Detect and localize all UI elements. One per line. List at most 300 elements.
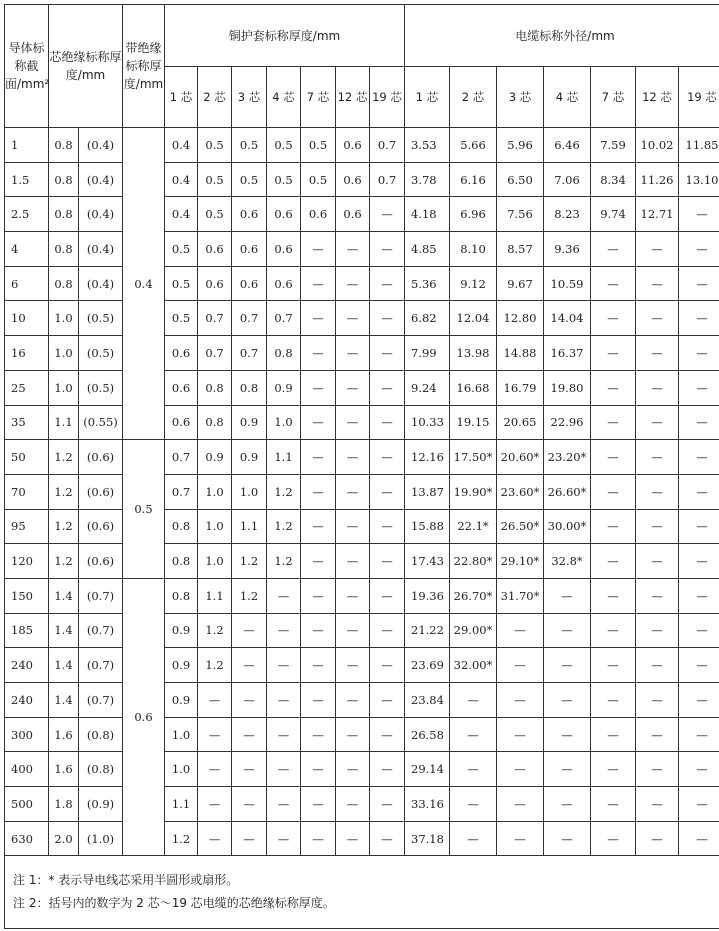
diameter-cell: 10.33 xyxy=(405,405,450,440)
diameter-cell: 23.20* xyxy=(544,440,591,475)
diameter-cell: — xyxy=(636,266,679,301)
diameter-cell: — xyxy=(591,232,636,267)
diameter-cell: 8.10 xyxy=(450,232,497,267)
sheath-cell: — xyxy=(370,544,405,579)
diameter-cell: 12.80 xyxy=(497,301,544,336)
sheath-cell: 0.6 xyxy=(267,197,301,232)
sheath-cell: — xyxy=(370,266,405,301)
sheath-cell: 0.8 xyxy=(267,336,301,371)
sheath-cell: 1.0 xyxy=(198,474,232,509)
sheath-cell: — xyxy=(336,683,370,718)
sheath-cell: 0.5 xyxy=(301,162,336,197)
diameter-cell: — xyxy=(679,648,719,683)
sheath-cell: 0.6 xyxy=(336,128,370,163)
sheath-cell: — xyxy=(336,821,370,856)
diameter-cell: 31.70* xyxy=(497,578,544,613)
diameter-cell: 10.02 xyxy=(636,128,679,163)
sheath-cell: 1.0 xyxy=(267,405,301,440)
sheath-cell: — xyxy=(301,613,336,648)
section-cell: 500 xyxy=(5,787,49,822)
insulation-cell: 1.4 xyxy=(49,613,79,648)
cable-spec-table xyxy=(4,4,719,929)
diameter-cell: — xyxy=(679,336,719,371)
table-row xyxy=(5,509,719,544)
diameter-cell: — xyxy=(497,717,544,752)
insulation-cell: 1.0 xyxy=(49,370,79,405)
diameter-cell: — xyxy=(591,648,636,683)
sheath-cell: — xyxy=(301,544,336,579)
sheath-cell: 0.9 xyxy=(165,613,198,648)
table-notes xyxy=(5,856,719,929)
diameter-cell: 30.00* xyxy=(544,509,591,544)
diameter-cell: 4.85 xyxy=(405,232,450,267)
diameter-cell: 19.15 xyxy=(450,405,497,440)
diameter-cell: — xyxy=(450,683,497,718)
belt-insulation-cell: 0.4 xyxy=(123,128,165,440)
diameter-cell: 12.71 xyxy=(636,197,679,232)
sheath-cell: — xyxy=(370,474,405,509)
note-line: 注 1：* 表示导电线芯采用半圆形或扇形。 xyxy=(13,873,239,888)
sheath-cell: 0.6 xyxy=(165,336,198,371)
sheath-cell: — xyxy=(370,683,405,718)
sheath-cell: — xyxy=(301,787,336,822)
sheath-cell: — xyxy=(301,821,336,856)
sheath-cell: 1.0 xyxy=(198,544,232,579)
diameter-cell: 7.99 xyxy=(405,336,450,371)
sheath-cell: — xyxy=(301,717,336,752)
sheath-cell: — xyxy=(336,648,370,683)
sheath-cell: 0.5 xyxy=(198,197,232,232)
table-row xyxy=(5,474,719,509)
diameter-cell: 23.69 xyxy=(405,648,450,683)
sheath-cell: 0.5 xyxy=(232,162,267,197)
diameter-cell: — xyxy=(679,683,719,718)
sheath-cell: — xyxy=(301,440,336,475)
diameter-cell: 26.60* xyxy=(544,474,591,509)
diameter-cell: — xyxy=(544,717,591,752)
insulation-cell: 1.0 xyxy=(49,301,79,336)
diameter-cell: 21.22 xyxy=(405,613,450,648)
sheath-cell: — xyxy=(336,440,370,475)
sheath-cell: 1.2 xyxy=(232,544,267,579)
belt-insulation-cell: 0.5 xyxy=(123,440,165,579)
sheath-cell: — xyxy=(370,578,405,613)
sheath-cell: 0.5 xyxy=(165,301,198,336)
diameter-cell: — xyxy=(636,474,679,509)
diameter-cell: 9.67 xyxy=(497,266,544,301)
diameter-cell: 7.59 xyxy=(591,128,636,163)
insulation-multicore-cell: (0.5) xyxy=(79,370,123,405)
diameter-cell: 17.43 xyxy=(405,544,450,579)
table-row xyxy=(5,578,719,613)
sheath-cell: — xyxy=(301,405,336,440)
sheath-cell: — xyxy=(232,683,267,718)
diameter-cell: — xyxy=(497,648,544,683)
sheath-cell: — xyxy=(336,717,370,752)
diameter-cell: — xyxy=(544,787,591,822)
diameter-cell: — xyxy=(636,405,679,440)
sheath-cell: 1.0 xyxy=(232,474,267,509)
diameter-cell: 37.18 xyxy=(405,821,450,856)
diameter-cell: 7.06 xyxy=(544,162,591,197)
diameter-cell: — xyxy=(636,232,679,267)
diameter-cell: — xyxy=(679,821,719,856)
table-row xyxy=(5,162,719,197)
section-cell: 630 xyxy=(5,821,49,856)
sheath-cell: 1.1 xyxy=(198,578,232,613)
sheath-cell: 0.5 xyxy=(165,232,198,267)
diameter-cell: — xyxy=(636,370,679,405)
sheath-cell: — xyxy=(336,232,370,267)
sheath-cell: 0.8 xyxy=(232,370,267,405)
sheath-cell: — xyxy=(267,752,301,787)
dia-core-header: 7 芯 xyxy=(591,67,636,128)
section-cell: 16 xyxy=(5,336,49,371)
sheath-cell: — xyxy=(336,578,370,613)
sheath-cell: 0.7 xyxy=(232,301,267,336)
insulation-multicore-cell: (0.6) xyxy=(79,474,123,509)
sheath-cell: 0.6 xyxy=(336,162,370,197)
diameter-cell: — xyxy=(544,683,591,718)
sheath-cell: — xyxy=(301,474,336,509)
diameter-cell: — xyxy=(450,821,497,856)
sheath-cell: 0.4 xyxy=(165,197,198,232)
sheath-cell: 0.8 xyxy=(165,578,198,613)
sheath-cell: 0.6 xyxy=(232,232,267,267)
section-cell: 240 xyxy=(5,648,49,683)
diameter-cell: — xyxy=(591,821,636,856)
sheath-cell: 1.2 xyxy=(198,648,232,683)
diameter-cell: 8.23 xyxy=(544,197,591,232)
sheath-core-header: 19 芯 xyxy=(370,67,405,128)
diameter-cell: 22.1* xyxy=(450,509,497,544)
diameter-cell: 17.50* xyxy=(450,440,497,475)
diameter-cell: 5.66 xyxy=(450,128,497,163)
sheath-cell: — xyxy=(301,232,336,267)
section-cell: 120 xyxy=(5,544,49,579)
sheath-cell: — xyxy=(336,544,370,579)
dia-core-header: 19 芯 xyxy=(679,67,719,128)
insulation-cell: 1.8 xyxy=(49,787,79,822)
diameter-cell: 32.8* xyxy=(544,544,591,579)
section-cell: 95 xyxy=(5,509,49,544)
insulation-cell: 0.8 xyxy=(49,162,79,197)
diameter-cell: — xyxy=(591,613,636,648)
table-row xyxy=(5,683,719,718)
belt-insulation-cell: 0.6 xyxy=(123,578,165,856)
sheath-cell: 0.5 xyxy=(267,162,301,197)
diameter-cell: — xyxy=(544,752,591,787)
section-cell: 400 xyxy=(5,752,49,787)
header-core-insulation: 芯绝缘标称厚度/mm xyxy=(49,5,123,128)
diameter-cell: — xyxy=(679,787,719,822)
sheath-cell: — xyxy=(370,440,405,475)
sheath-cell: — xyxy=(267,613,301,648)
diameter-cell: — xyxy=(679,752,719,787)
diameter-cell: 5.96 xyxy=(497,128,544,163)
sheath-cell: — xyxy=(370,613,405,648)
diameter-cell: 20.65 xyxy=(497,405,544,440)
sheath-cell: 0.7 xyxy=(165,474,198,509)
table-row xyxy=(5,440,719,475)
table-row xyxy=(5,787,719,822)
diameter-cell: — xyxy=(450,752,497,787)
sheath-cell: 1.0 xyxy=(198,509,232,544)
insulation-multicore-cell: (0.7) xyxy=(79,578,123,613)
sheath-cell: — xyxy=(301,648,336,683)
sheath-cell: — xyxy=(370,405,405,440)
dia-core-header: 3 芯 xyxy=(497,67,544,128)
sheath-cell: 0.6 xyxy=(165,370,198,405)
sheath-cell: 0.6 xyxy=(267,232,301,267)
sheath-cell: 0.7 xyxy=(370,162,405,197)
diameter-cell: 6.46 xyxy=(544,128,591,163)
insulation-cell: 1.4 xyxy=(49,578,79,613)
section-cell: 6 xyxy=(5,266,49,301)
diameter-cell: 9.24 xyxy=(405,370,450,405)
diameter-cell: 12.04 xyxy=(450,301,497,336)
dia-core-header: 2 芯 xyxy=(450,67,497,128)
sheath-cell: — xyxy=(336,613,370,648)
diameter-cell: — xyxy=(679,405,719,440)
table-row xyxy=(5,266,719,301)
sheath-cell: — xyxy=(267,578,301,613)
diameter-cell: 13.87 xyxy=(405,474,450,509)
diameter-cell: — xyxy=(636,544,679,579)
table-row xyxy=(5,197,719,232)
diameter-cell: 5.36 xyxy=(405,266,450,301)
diameter-cell: 23.84 xyxy=(405,683,450,718)
sheath-cell: — xyxy=(370,787,405,822)
sheath-cell: — xyxy=(267,787,301,822)
insulation-multicore-cell: (0.6) xyxy=(79,509,123,544)
sheath-cell: — xyxy=(370,301,405,336)
diameter-cell: — xyxy=(450,717,497,752)
insulation-multicore-cell: (0.8) xyxy=(79,717,123,752)
sheath-cell: — xyxy=(370,509,405,544)
insulation-multicore-cell: (0.4) xyxy=(79,266,123,301)
sheath-cell: 0.5 xyxy=(165,266,198,301)
diameter-cell: 32.00* xyxy=(450,648,497,683)
sheath-cell: 0.5 xyxy=(232,128,267,163)
sheath-cell: — xyxy=(370,648,405,683)
diameter-cell: — xyxy=(591,405,636,440)
sheath-cell: 1.2 xyxy=(198,613,232,648)
sheath-cell: 1.1 xyxy=(232,509,267,544)
diameter-cell: 19.36 xyxy=(405,578,450,613)
diameter-cell: — xyxy=(591,509,636,544)
diameter-cell: — xyxy=(591,266,636,301)
sheath-cell: 0.9 xyxy=(165,648,198,683)
sheath-cell: — xyxy=(336,266,370,301)
sheath-cell: — xyxy=(301,370,336,405)
sheath-cell: — xyxy=(267,821,301,856)
sheath-cell: — xyxy=(267,717,301,752)
section-cell: 70 xyxy=(5,474,49,509)
diameter-cell: — xyxy=(591,717,636,752)
sheath-cell: — xyxy=(336,474,370,509)
section-cell: 50 xyxy=(5,440,49,475)
table-row xyxy=(5,336,719,371)
sheath-cell: 0.4 xyxy=(165,128,198,163)
sheath-cell: 0.7 xyxy=(165,440,198,475)
insulation-multicore-cell: (0.4) xyxy=(79,232,123,267)
sheath-cell: — xyxy=(301,301,336,336)
diameter-cell: 9.36 xyxy=(544,232,591,267)
diameter-cell: 6.82 xyxy=(405,301,450,336)
sheath-cell: 0.7 xyxy=(370,128,405,163)
diameter-cell: — xyxy=(679,301,719,336)
sheath-cell: 0.6 xyxy=(301,197,336,232)
diameter-cell: 9.74 xyxy=(591,197,636,232)
diameter-cell: 19.90* xyxy=(450,474,497,509)
diameter-cell: 16.79 xyxy=(497,370,544,405)
insulation-cell: 1.6 xyxy=(49,717,79,752)
sheath-cell: — xyxy=(370,336,405,371)
diameter-cell: — xyxy=(450,787,497,822)
diameter-cell: — xyxy=(679,717,719,752)
diameter-cell: — xyxy=(544,578,591,613)
diameter-cell: 16.68 xyxy=(450,370,497,405)
section-cell: 1 xyxy=(5,128,49,163)
insulation-multicore-cell: (0.7) xyxy=(79,648,123,683)
sheath-cell: — xyxy=(232,648,267,683)
sheath-cell: — xyxy=(336,787,370,822)
sheath-cell: 0.8 xyxy=(198,370,232,405)
sheath-cell: — xyxy=(267,683,301,718)
dia-core-header: 12 芯 xyxy=(636,67,679,128)
diameter-cell: — xyxy=(679,370,719,405)
table-row xyxy=(5,232,719,267)
sheath-cell: 0.9 xyxy=(232,405,267,440)
diameter-cell: 14.04 xyxy=(544,301,591,336)
diameter-cell: 3.78 xyxy=(405,162,450,197)
diameter-cell: 26.70* xyxy=(450,578,497,613)
diameter-cell: — xyxy=(679,544,719,579)
insulation-cell: 1.4 xyxy=(49,683,79,718)
sheath-cell: — xyxy=(198,752,232,787)
diameter-cell: — xyxy=(636,301,679,336)
diameter-cell: — xyxy=(679,440,719,475)
diameter-cell: 16.37 xyxy=(544,336,591,371)
diameter-cell: — xyxy=(636,717,679,752)
insulation-multicore-cell: (0.5) xyxy=(79,336,123,371)
sheath-cell: — xyxy=(232,787,267,822)
dia-core-header: 4 芯 xyxy=(544,67,591,128)
diameter-cell: — xyxy=(497,787,544,822)
table-row xyxy=(5,648,719,683)
diameter-cell: 13.98 xyxy=(450,336,497,371)
sheath-cell: 0.8 xyxy=(198,405,232,440)
sheath-cell: 0.9 xyxy=(198,440,232,475)
insulation-multicore-cell: (0.9) xyxy=(79,787,123,822)
insulation-cell: 1.2 xyxy=(49,509,79,544)
table-row xyxy=(5,301,719,336)
diameter-cell: 22.96 xyxy=(544,405,591,440)
header-belt-insulation: 带绝缘标称厚度/mm xyxy=(123,5,165,128)
insulation-multicore-cell: (0.5) xyxy=(79,301,123,336)
sheath-cell: 0.5 xyxy=(267,128,301,163)
diameter-cell: 23.60* xyxy=(497,474,544,509)
sheath-cell: — xyxy=(301,266,336,301)
sheath-cell: — xyxy=(370,821,405,856)
sheath-cell: 0.6 xyxy=(232,197,267,232)
insulation-cell: 1.2 xyxy=(49,440,79,475)
header-sheath-thickness: 铜护套标称厚度/mm xyxy=(165,5,405,67)
section-cell: 10 xyxy=(5,301,49,336)
diameter-cell: — xyxy=(636,648,679,683)
diameter-cell: — xyxy=(636,613,679,648)
sheath-cell: — xyxy=(336,509,370,544)
diameter-cell: 7.56 xyxy=(497,197,544,232)
sheath-cell: 1.1 xyxy=(165,787,198,822)
insulation-cell: 0.8 xyxy=(49,197,79,232)
insulation-multicore-cell: (0.6) xyxy=(79,544,123,579)
sheath-core-header: 12 芯 xyxy=(336,67,370,128)
diameter-cell: 13.10 xyxy=(679,162,719,197)
section-cell: 2.5 xyxy=(5,197,49,232)
sheath-cell: 1.2 xyxy=(232,578,267,613)
diameter-cell: — xyxy=(591,336,636,371)
diameter-cell: 6.50 xyxy=(497,162,544,197)
sheath-core-header: 2 芯 xyxy=(198,67,232,128)
sheath-cell: — xyxy=(198,787,232,822)
sheath-cell: — xyxy=(301,336,336,371)
diameter-cell: — xyxy=(636,336,679,371)
diameter-cell: 33.16 xyxy=(405,787,450,822)
table-row xyxy=(5,405,719,440)
diameter-cell: — xyxy=(591,752,636,787)
insulation-multicore-cell: (0.4) xyxy=(79,128,123,163)
table-row xyxy=(5,370,719,405)
sheath-cell: 0.5 xyxy=(198,162,232,197)
diameter-cell: — xyxy=(679,232,719,267)
sheath-cell: 0.7 xyxy=(267,301,301,336)
diameter-cell: — xyxy=(679,197,719,232)
diameter-cell: 8.34 xyxy=(591,162,636,197)
insulation-cell: 0.8 xyxy=(49,266,79,301)
sheath-cell: 0.8 xyxy=(165,509,198,544)
sheath-cell: 1.2 xyxy=(267,544,301,579)
diameter-cell: — xyxy=(679,509,719,544)
section-cell: 150 xyxy=(5,578,49,613)
section-cell: 1.5 xyxy=(5,162,49,197)
diameter-cell: 22.80* xyxy=(450,544,497,579)
diameter-cell: 6.96 xyxy=(450,197,497,232)
diameter-cell: 19.80 xyxy=(544,370,591,405)
diameter-cell: — xyxy=(497,752,544,787)
sheath-cell: — xyxy=(232,821,267,856)
header-cable-diameter: 电缆标称外径/mm xyxy=(405,5,719,67)
diameter-cell: — xyxy=(679,578,719,613)
section-cell: 300 xyxy=(5,717,49,752)
insulation-multicore-cell: (0.4) xyxy=(79,197,123,232)
sheath-cell: 0.6 xyxy=(336,197,370,232)
insulation-multicore-cell: (0.4) xyxy=(79,162,123,197)
table-row xyxy=(5,717,719,752)
insulation-cell: 2.0 xyxy=(49,821,79,856)
diameter-cell: — xyxy=(636,578,679,613)
sheath-cell: — xyxy=(301,578,336,613)
diameter-cell: 26.50* xyxy=(497,509,544,544)
table-row xyxy=(5,613,719,648)
insulation-multicore-cell: (0.7) xyxy=(79,683,123,718)
sheath-cell: — xyxy=(198,717,232,752)
sheath-cell: 0.6 xyxy=(198,232,232,267)
sheath-cell: 0.6 xyxy=(267,266,301,301)
diameter-cell: — xyxy=(679,474,719,509)
diameter-cell: 11.26 xyxy=(636,162,679,197)
